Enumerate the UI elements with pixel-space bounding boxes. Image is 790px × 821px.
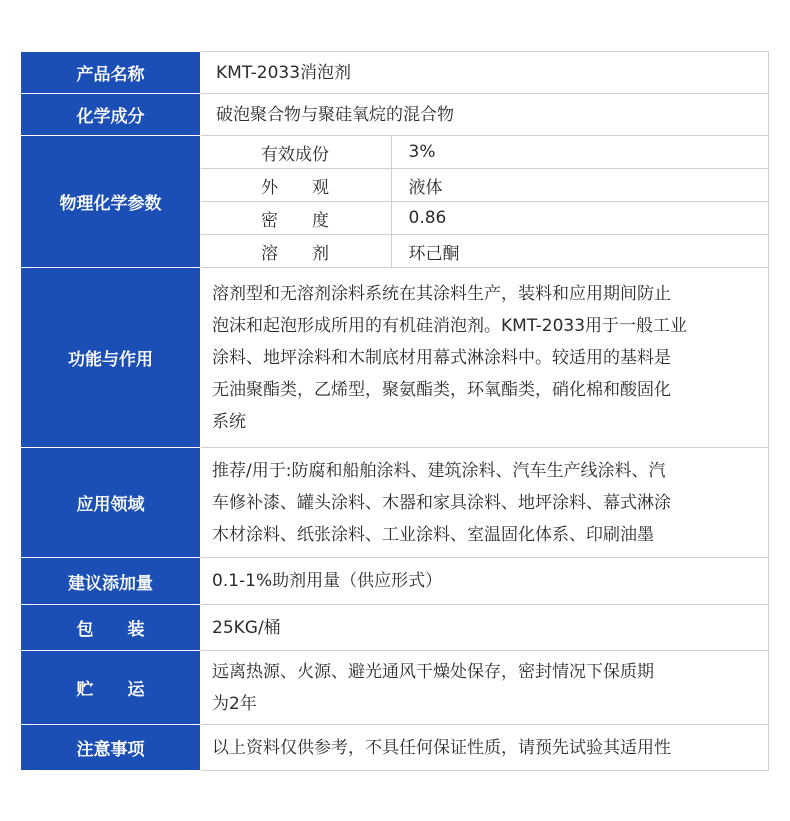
- notice-value: 以上资料仅供参考，不具任何保证性质，请预先试验其适用性: [201, 725, 769, 771]
- physchem-subtable-cell: [201, 136, 769, 268]
- physchem-label: 物理化学参数: [21, 136, 201, 268]
- physchem-item-label: 有效成份: [201, 136, 391, 169]
- composition-value: 破泡聚合物与聚硅氧烷的混合物: [201, 94, 769, 136]
- storage-line: 为2年: [212, 693, 257, 714]
- application-line: 木材涂料、纸张涂料、工业涂料、室温固化体系、印刷油墨: [212, 524, 654, 545]
- function-line: 涂料、地坪涂料和木制底材用幕式淋涂料中。较适用的基料是: [212, 347, 671, 368]
- physchem-row: [201, 235, 768, 268]
- physchem-item-value: 3%: [391, 136, 768, 169]
- function-line: 溶剂型和无溶剂涂料系统在其涂料生产，装料和应用期间防止: [212, 283, 671, 304]
- dosage-value: 0.1-1%助剂用量（供应形式）: [201, 558, 769, 605]
- row-product-name: [21, 52, 769, 94]
- physchem-row: [201, 202, 768, 235]
- notice-label: 注意事项: [21, 725, 201, 771]
- row-storage: [21, 651, 769, 725]
- function-value: [201, 268, 769, 448]
- function-line: 系统: [212, 411, 246, 432]
- application-line: 车修补漆、罐头涂料、木器和家具涂料、地坪涂料、幕式淋涂: [212, 492, 671, 513]
- physchem-subtable: [201, 136, 768, 267]
- application-label: 应用领域: [21, 448, 201, 558]
- row-application: [21, 448, 769, 558]
- function-line: 泡沫和起泡形成所用的有机硅消泡剂。KMT-2033用于一般工业: [212, 315, 688, 336]
- physchem-row: [201, 136, 768, 169]
- storage-value: [201, 651, 769, 725]
- function-label: 功能与作用: [21, 268, 201, 448]
- composition-label: 化学成分: [21, 94, 201, 136]
- row-dosage: [21, 558, 769, 605]
- physchem-item-value: 0.86: [391, 202, 768, 235]
- physchem-item-value: 环己酮: [408, 243, 460, 264]
- physchem-item-label: 外 观: [201, 169, 391, 202]
- row-notice: [21, 725, 769, 771]
- row-physchem: [21, 136, 769, 268]
- product-spec-table: [20, 51, 769, 771]
- physchem-item-label: 溶 剂: [201, 235, 391, 268]
- application-line: 推荐/用于:防腐和船舶涂料、建筑涂料、汽车生产线涂料、汽: [212, 460, 666, 481]
- package-label: 包 装: [21, 605, 201, 651]
- row-package: [21, 605, 769, 651]
- application-value: [201, 448, 769, 558]
- storage-label: 贮 运: [21, 651, 201, 725]
- row-composition: [21, 94, 769, 136]
- physchem-item-label: 密 度: [201, 202, 391, 235]
- dosage-label: 建议添加量: [21, 558, 201, 605]
- row-function: [21, 268, 769, 448]
- product-name-value: KMT-2033消泡剂: [201, 52, 769, 94]
- physchem-item-value: 液体: [391, 169, 768, 202]
- storage-line: 远离热源、火源、避光通风干燥处保存，密封情况下保质期: [212, 661, 654, 682]
- package-value: 25KG/桶: [201, 605, 769, 651]
- function-line: 无油聚酯类，乙烯型，聚氨酯类，环氧酯类，硝化棉和酸固化: [212, 379, 671, 400]
- physchem-row: [201, 169, 768, 202]
- product-name-label: 产品名称: [21, 52, 201, 94]
